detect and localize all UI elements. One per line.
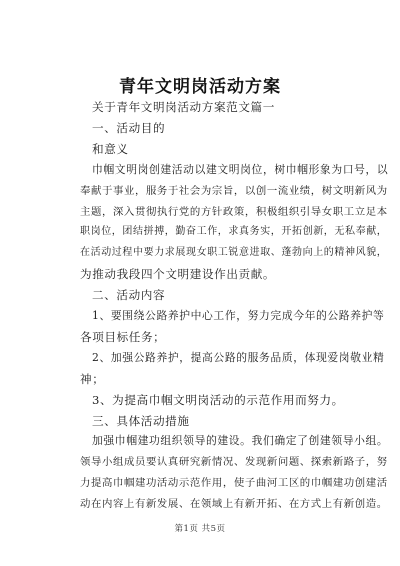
- paragraph-line: 在活动过程中要力求展现女职工锐意进取、蓬勃向上的精神风貌，: [80, 247, 388, 259]
- paragraph-line: 领导小组成员要认真研究新情况、发现新问题、探索新路子，努: [80, 456, 388, 469]
- paragraph-line: 和意义: [92, 141, 129, 156]
- paragraph-line: 加强巾帼建功组织领导的建设。我们确定了创建领导小组。: [92, 434, 389, 448]
- section-heading: 一、活动目的: [92, 120, 166, 135]
- paragraph-line: 1、要围绕公路养护中心工作，努力完成今年的公路养护等: [92, 309, 385, 322]
- document-title: 青年文明岗活动方案: [119, 77, 281, 97]
- paragraph-line: 巾帼文明岗创建活动以建文明岗位，树巾帼形象为口号，以: [92, 162, 389, 176]
- paragraph-line: 2、加强公路养护，提高公路的服务品质，体现爱岗敬业精: [92, 350, 385, 364]
- paragraph-line: 主题，深入贯彻执行党的方针政策，积极组织引导女职工立足本: [80, 205, 388, 218]
- section-heading: 三、具体活动措施: [92, 413, 190, 428]
- paragraph-line: 为推动我段四个文明建设作出贡献。: [80, 267, 276, 282]
- paragraph-line: 动在内容上有新发展、在领域上有新开拓、在方式上有新创造。: [80, 498, 388, 511]
- paragraph-line: 关于青年文明岗活动方案范文篇一: [92, 100, 275, 114]
- page-number-footer: 第1页 共5页: [174, 524, 226, 534]
- paragraph-line: 神；: [80, 371, 105, 386]
- paragraph-line: 3、为提高巾帼文明岗活动的示范作用而努力。: [92, 392, 344, 407]
- section-heading: 二、活动内容: [92, 288, 166, 303]
- paragraph-line: 各项目标任务；: [80, 329, 166, 344]
- paragraph-line: 力提高巾帼建功活动示范作用，使子曲河工区的巾帼建功创建活: [80, 477, 388, 490]
- paragraph-line: 职岗位，团结拼搏，勤奋工作，求真务实，开拓创新，无私奉献，: [80, 226, 388, 238]
- paragraph-line: 奉献于事业，服务于社会为宗旨，以创一流业绩，树文明新风为: [80, 184, 388, 197]
